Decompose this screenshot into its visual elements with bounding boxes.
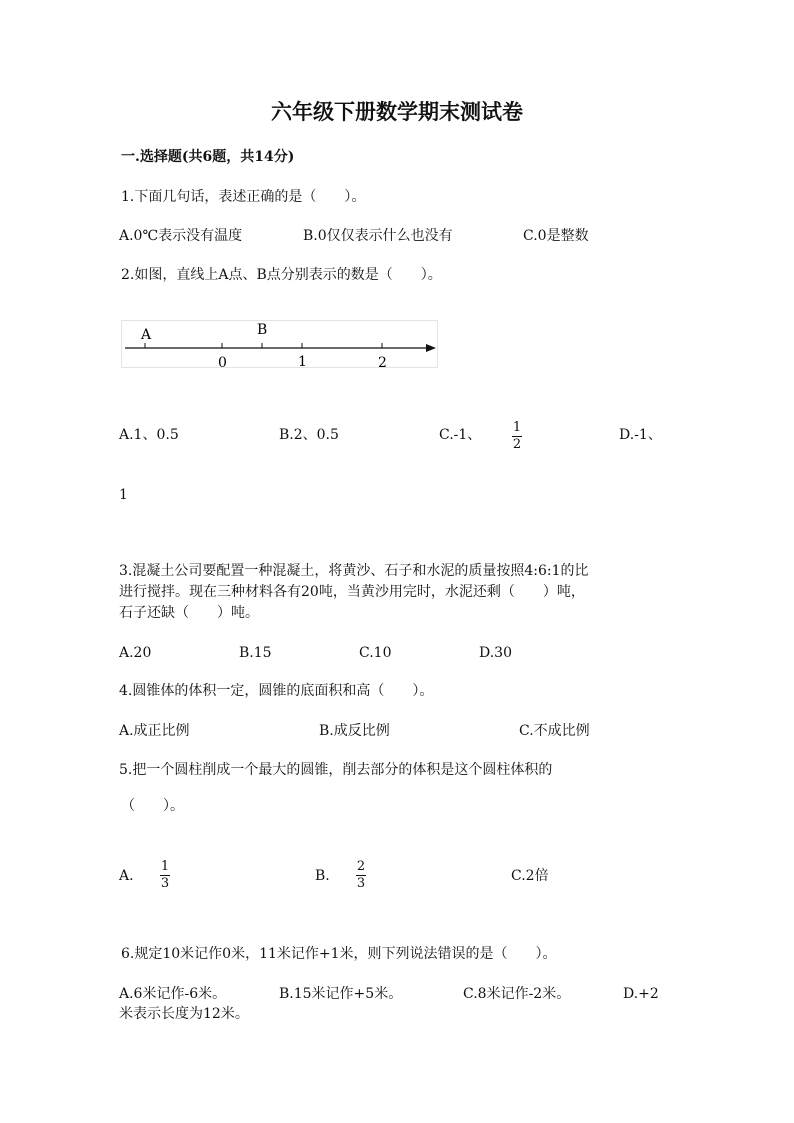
- question-3-line-3: 石子还缺（ ）吨。: [119, 605, 259, 621]
- question-3-option-a: A.20: [119, 645, 152, 661]
- figure-border: [122, 321, 438, 368]
- question-4-option-c: C.不成比例: [519, 723, 590, 739]
- question-2-option-d-wrap: 1: [119, 487, 128, 503]
- question-6-stem: 6.规定10米记作0米，11米记作+1米，则下列说法错误的是（ ）。: [121, 946, 557, 962]
- question-6-option-b: B.15米记作+5米。: [279, 986, 403, 1002]
- point-label-b: B: [257, 322, 268, 338]
- question-2-option-d: D.-1、: [619, 427, 662, 443]
- number-line-arrow: [426, 344, 436, 352]
- question-2-option-c-fraction: [512, 421, 522, 451]
- question-3-line-2: 进行搅拌。现在三种材料各有20吨，当黄沙用完时，水泥还剩（ ）吨，: [119, 584, 585, 600]
- tick-label-0: 0: [218, 355, 227, 370]
- question-2-option-c: C.-1、: [439, 427, 482, 443]
- fraction-numerator: 1: [512, 420, 522, 435]
- fraction-denominator: 2: [512, 436, 522, 452]
- question-1-option-c: C.0是整数: [523, 228, 589, 244]
- page-title: 六年级下册数学期末测试卷: [271, 99, 523, 124]
- question-5-option-c: C.2倍: [511, 868, 549, 884]
- question-1-option-b: B.0仅仅表示什么也没有: [303, 228, 453, 244]
- fraction-numerator: 2: [356, 859, 366, 874]
- question-2-option-b: B.2、0.5: [279, 427, 339, 443]
- tick-label-2: 2: [378, 355, 387, 370]
- question-5-line-1: 5.把一个圆柱削成一个最大的圆锥，削去部分的体积是这个圆柱体积的: [119, 762, 553, 778]
- question-3-option-b: B.15: [239, 645, 272, 661]
- question-4-stem: 4.圆锥体的体积一定，圆锥的底面积和高（ ）。: [119, 683, 434, 699]
- question-1-option-a: A.0℃表示没有温度: [119, 228, 243, 244]
- fraction-numerator: 1: [160, 859, 170, 874]
- tick-label-1: 1: [298, 354, 307, 370]
- question-5-option-b: B.: [315, 868, 330, 884]
- question-2-stem: 2.如图，直线上A点、B点分别表示的数是（ ）。: [121, 267, 442, 283]
- question-3-option-c: C.10: [359, 645, 392, 661]
- question-5-option-a: A.: [119, 868, 134, 884]
- section-heading: 一.选择题(共6题，共14分): [121, 149, 295, 165]
- question-1-stem: 1.下面几句话，表述正确的是（ ）。: [121, 189, 366, 205]
- question-6-option-d-wrap: 米表示长度为12米。: [119, 1006, 249, 1022]
- fraction-denominator: 3: [160, 875, 170, 891]
- question-5-option-b-fraction: [356, 860, 366, 890]
- question-2-option-a: A.1、0.5: [119, 427, 179, 443]
- question-6-option-d: D.+2: [623, 986, 659, 1002]
- number-line-figure: [121, 320, 439, 370]
- question-4-option-a: A.成正比例: [119, 723, 190, 739]
- fraction-denominator: 3: [356, 875, 366, 891]
- question-6-option-a: A.6米记作-6米。: [119, 986, 227, 1002]
- question-3-line-1: 3.混凝土公司要配置一种混凝土，将黄沙、石子和水泥的质量按照4:6:1的比: [119, 563, 589, 579]
- point-label-a: A: [141, 327, 152, 343]
- question-6-option-c: C.8米记作-2米。: [463, 986, 571, 1002]
- question-5-line-2: （ ）。: [121, 798, 184, 814]
- question-5-option-a-fraction: [160, 860, 170, 890]
- question-3-option-d: D.30: [479, 645, 512, 661]
- question-4-option-b: B.成反比例: [319, 723, 390, 739]
